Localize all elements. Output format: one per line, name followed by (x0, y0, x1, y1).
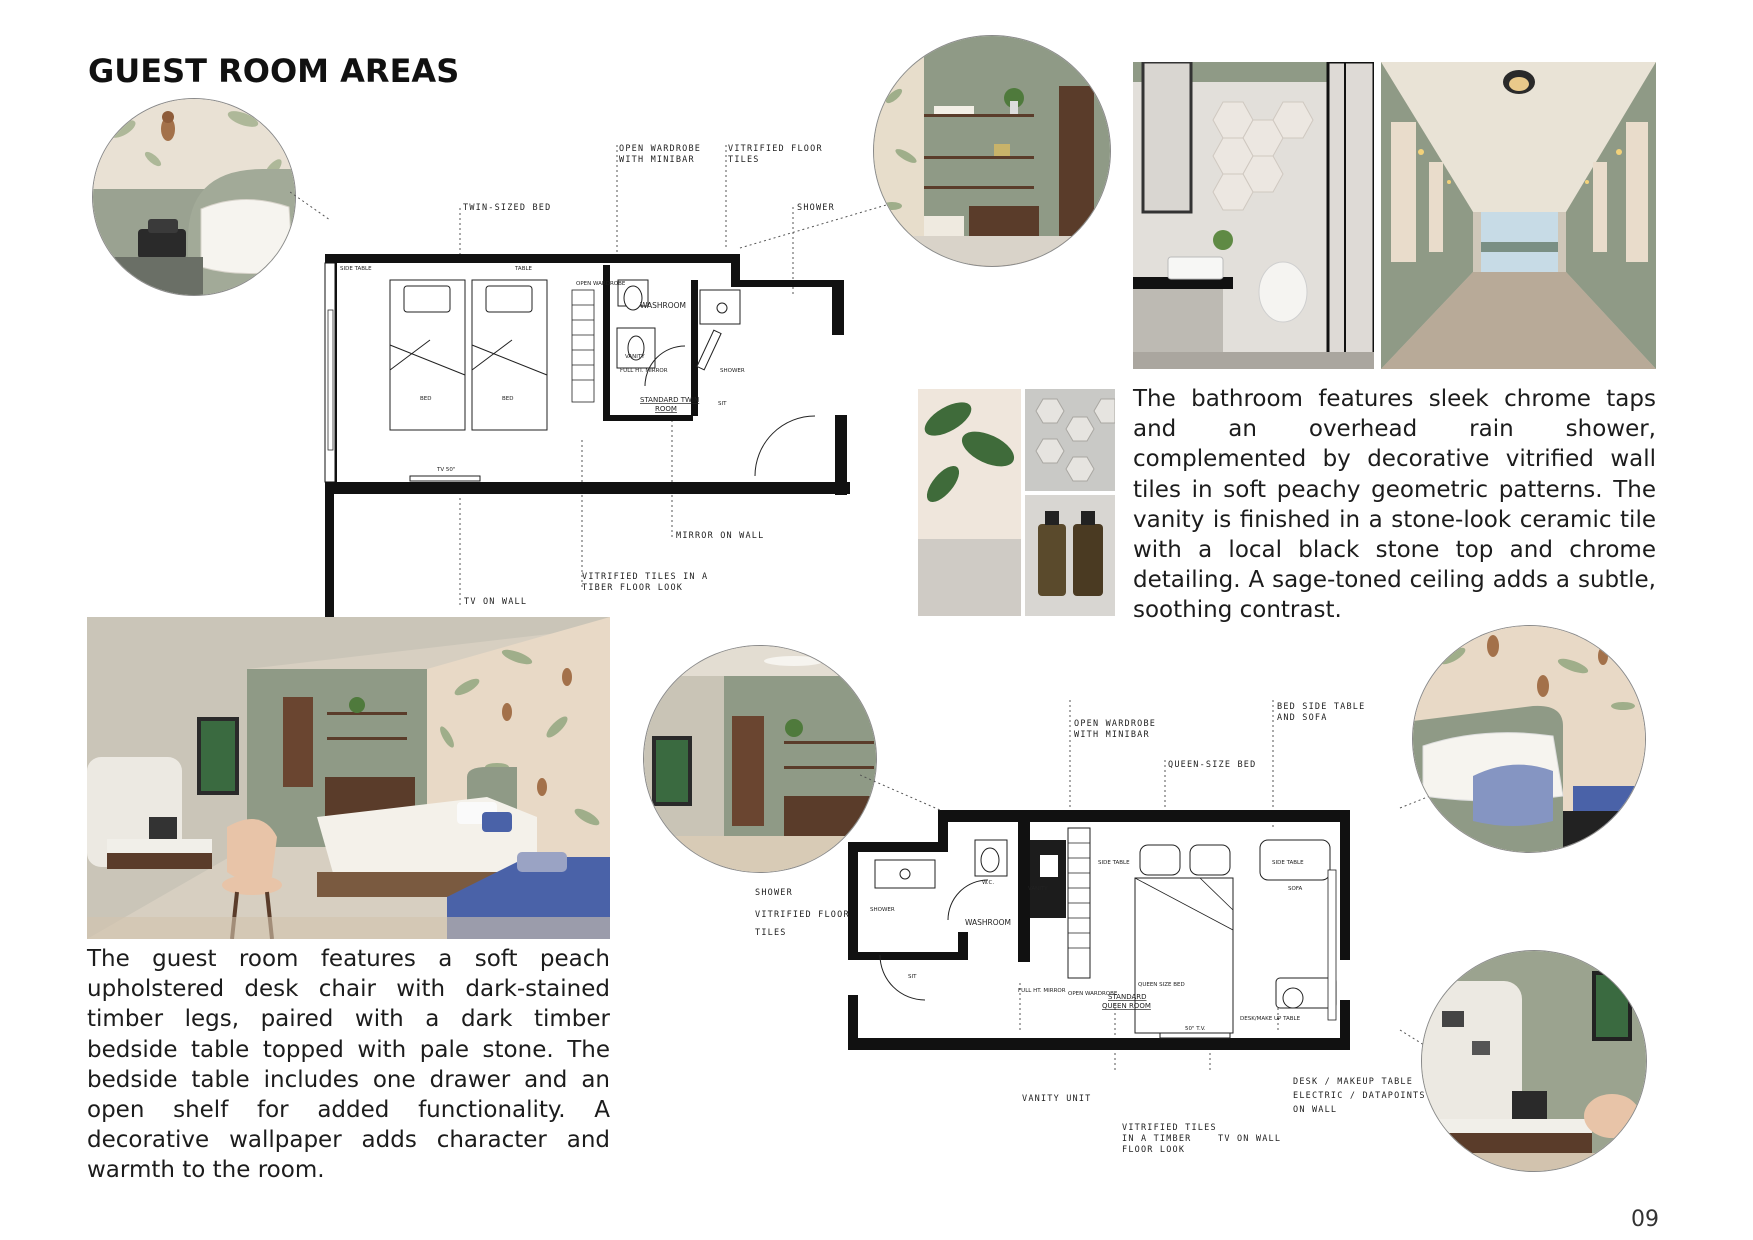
svg-text:SIT: SIT (908, 974, 917, 980)
bed-detail-circle (92, 98, 296, 296)
svg-text:DESK/MAKE UP TABLE: DESK/MAKE UP TABLE (1240, 1016, 1301, 1022)
svg-text:SOFA: SOFA (1288, 886, 1303, 892)
svg-text:SIT: SIT (718, 401, 727, 407)
svg-text:W.C.: W.C. (982, 880, 995, 886)
label-queen-desk: DESK / MAKEUP TABLE ELECTRIC / DATAPOINTS ON WALL (1293, 1077, 1426, 1115)
label-queen-shower: SHOWER (755, 888, 793, 898)
svg-text:QUEEN ROOM: QUEEN ROOM (1102, 1002, 1151, 1010)
bathroom-description: The bathroom features sleek chrome taps and an overhead rain shower, complemented by decorative vitrified wall tiles in soft peachy geometric patterns. The vanity is finished in a stone-look ceramic tile with a local black stone top and chrome detailing. A sage-toned ceiling adds a subtle, soothing contrast. (1133, 386, 1656, 624)
svg-text:BED: BED (502, 396, 514, 402)
svg-text:STANDARD TWIN: STANDARD TWIN (640, 396, 700, 404)
label-twin-vitrified-timber: VITRIFIED TILES IN A TIBER FLOOR LOOK (582, 572, 709, 593)
svg-text:FULL HT. MIRROR: FULL HT. MIRROR (1018, 988, 1066, 994)
twin-washroom-label: WASHROOM (640, 301, 687, 310)
material-moodboard (918, 389, 1115, 616)
desk-detail-circle (1421, 950, 1647, 1172)
label-queen-vanity-unit: VANITY UNIT (1022, 1094, 1092, 1104)
label-twin-vitrified-floor: VITRIFIED FLOOR TILES (728, 144, 823, 165)
label-queen-open-wardrobe: OPEN WARDROBE WITH MINIBAR (1074, 719, 1157, 740)
label-queen-tv-wall: TV ON WALL (1218, 1134, 1282, 1144)
svg-text:FULL HT. MIRROR: FULL HT. MIRROR (620, 368, 668, 374)
svg-text:VANITY: VANITY (1028, 886, 1048, 892)
queen-washroom-label: WASHROOM (965, 918, 1012, 927)
svg-text:SIDE TABLE: SIDE TABLE (1098, 860, 1130, 866)
svg-text:BED: BED (420, 396, 432, 402)
svg-text:STANDARD: STANDARD (1108, 993, 1147, 1001)
page-number: 09 (1631, 1207, 1659, 1232)
label-twin-mirror: MIRROR ON WALL (676, 531, 765, 541)
guest-room-description: The guest room features a soft peach upholstered desk chair with dark-stained timber legs, paired with a dark timber bedside table topped with pale stone. The bedside table includes one drawer and an open shelf for added functionality. A decorative wallpaper adds character and warmth to the room. (87, 946, 610, 1184)
svg-text:QUEEN SIZE BED: QUEEN SIZE BED (1138, 982, 1185, 988)
bathroom-photo (1133, 62, 1374, 369)
label-twin-bed: TWIN-SIZED BED (463, 203, 552, 213)
svg-text:ROOM: ROOM (655, 405, 677, 413)
svg-text:TABLE: TABLE (515, 266, 533, 272)
label-queen-bed-side: BED SIDE TABLE AND SOFA (1277, 702, 1366, 723)
label-twin-tv-wall: TV ON WALL (464, 597, 528, 607)
headboard-detail-circle (1412, 625, 1646, 853)
label-twin-shower: SHOWER (797, 203, 835, 213)
svg-text:TV 50": TV 50" (437, 467, 456, 473)
svg-text:SHOWER: SHOWER (870, 907, 895, 913)
page-title: GUEST ROOM AREAS (88, 52, 460, 90)
svg-text:SIDE TABLE: SIDE TABLE (1272, 860, 1304, 866)
svg-text:OPEN WARDROBE: OPEN WARDROBE (576, 281, 626, 287)
label-queen-vitrified-timber: VITRIFIED TILES IN A TIMBER FLOOR LOOK (1122, 1123, 1217, 1155)
leader-lines-bottom (860, 700, 1440, 1060)
label-queen-vitrified-floor: VITRIFIED FLOOR TILES (755, 910, 850, 938)
svg-text:SIDE TABLE: SIDE TABLE (340, 266, 372, 272)
svg-text:50" T.V.: 50" T.V. (1185, 1026, 1206, 1032)
svg-text:OPEN WARDROBE: OPEN WARDROBE (1068, 991, 1118, 997)
leader-lines-top (290, 190, 920, 270)
svg-text:SHOWER: SHOWER (720, 368, 745, 374)
label-queen-bed: QUEEN-SIZE BED (1168, 760, 1257, 770)
corridor-photo (1381, 62, 1656, 369)
label-twin-open-wardrobe: OPEN WARDROBE WITH MINIBAR (619, 144, 702, 165)
guest-room-photo (87, 617, 610, 939)
svg-text:VANITY: VANITY (625, 354, 645, 360)
wardrobe-detail-circle (873, 35, 1111, 267)
